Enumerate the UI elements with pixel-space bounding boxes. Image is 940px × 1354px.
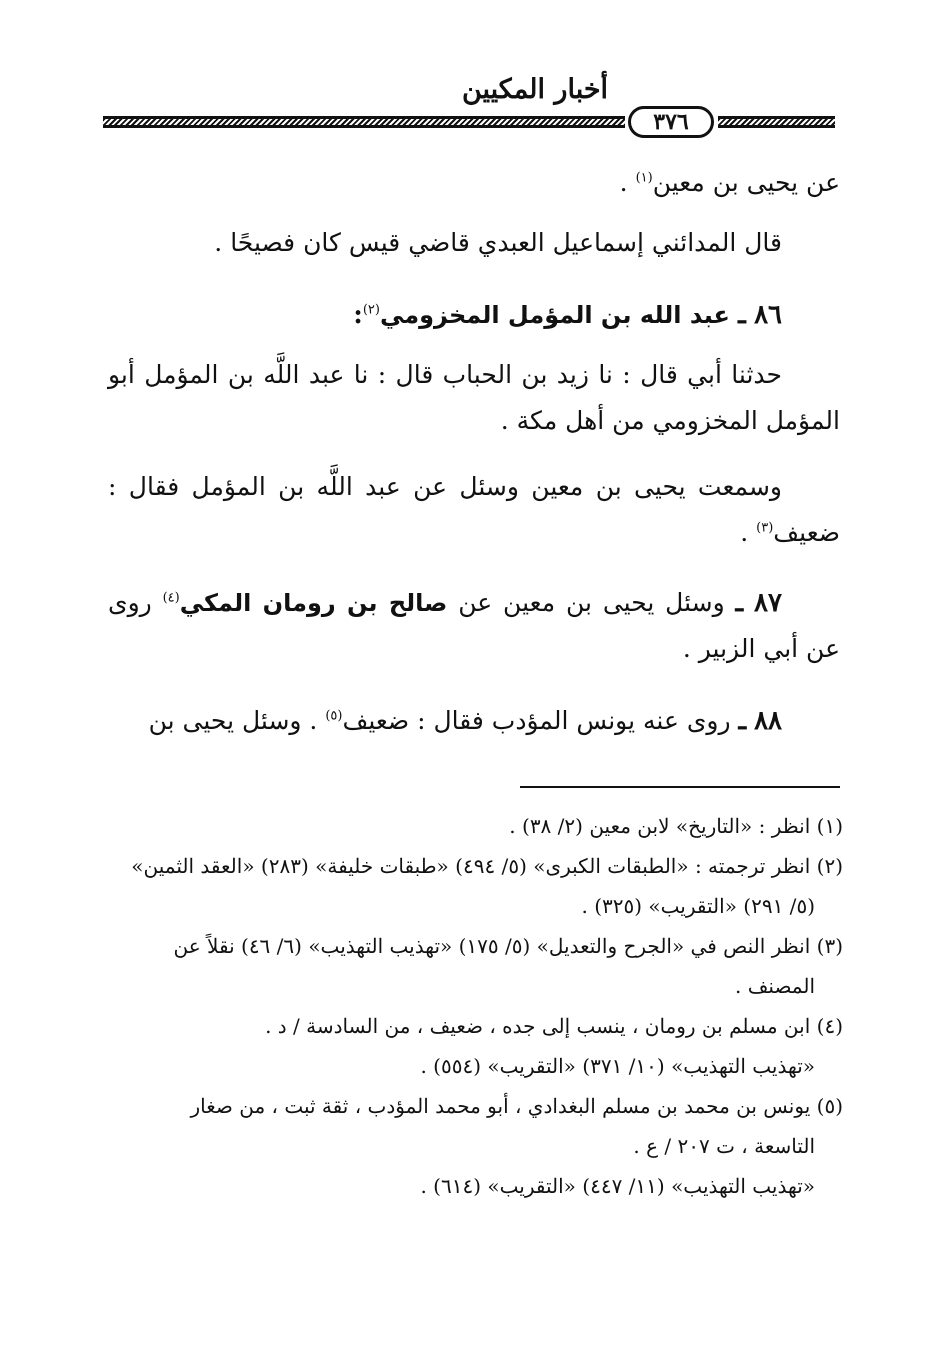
body-line-1 <box>108 160 840 206</box>
footnote-ref-5: (٥) <box>325 708 343 724</box>
footnote-label: (٥) <box>816 1094 843 1118</box>
footnote-text-cont: (٥/ ٢٩١) «التقريب» (٣٢٥) . <box>581 894 815 918</box>
footnote-text: انظر : «التاريخ» لابن معين (٢/ ٣٨) . <box>509 814 811 838</box>
footnote-2 <box>108 846 843 926</box>
footnote-label: (١) <box>816 814 843 838</box>
footnote-text: انظر ترجمته : «الطبقات الكبرى» (٥/ ٤٩٤) «طبقات خليفة» (٢٨٣) «العقد الثمين» <box>131 854 811 878</box>
entry-87-post: روى عن أبي الزبير . <box>108 588 840 663</box>
footnote-1 <box>108 806 843 846</box>
paragraph-madaini <box>108 220 840 266</box>
footnote-text-cont: المصنف . <box>734 974 815 998</box>
running-title: أخبار المكيين <box>461 74 609 105</box>
line-1-end: . <box>619 168 636 197</box>
footnote-text-cont: التاسعة ، ت ٢٠٧ / ع . <box>633 1134 815 1158</box>
footnote-label: (٣) <box>816 934 843 958</box>
entry-86-dash: ـ <box>738 300 746 330</box>
footnote-text-cont: «تهذيب التهذيب» (١١/ ٤٤٧) «التقريب» (٦١٤) . <box>420 1174 815 1198</box>
line-1-text: عن يحيى بن معين <box>652 168 840 197</box>
entry-87-name: صالح بن رومان المكي <box>179 589 448 617</box>
paragraph-madaini-text: قال المدائني إسماعيل العبدي قاضي قيس كان فصيحًا . <box>214 228 782 257</box>
entry-86-number: ٨٦ <box>754 300 782 330</box>
footnote-ref-4: (٤) <box>162 590 180 606</box>
footnote-ref-2: (٢) <box>362 302 380 318</box>
paragraph-wa-samitu-text: وسمعت يحيى بن معين وسئل عن عبد اللَّه بن المؤمل فقال : ضعيف <box>108 472 840 547</box>
entry-87-number: ٨٧ <box>754 588 782 618</box>
entry-86-name: عبد الله بن المؤمل المخزومي <box>379 301 730 329</box>
entry-87-dash: ـ <box>735 588 744 618</box>
footnote-text: ابن مسلم بن رومان ، ينسب إلى جده ، ضعيف ، من السادسة / د . <box>265 1014 811 1038</box>
footnote-ref-3: (٣) <box>756 520 774 536</box>
entry-86-colon: : <box>353 300 363 330</box>
footnote-text-cont: «تهذيب التهذيب» (١٠/ ٣٧١) «التقريب» (٥٥٤) . <box>420 1054 815 1078</box>
entry-88-post: . وسئل يحيى بن <box>148 706 318 735</box>
footnote-4 <box>108 1006 843 1086</box>
entry-88 <box>108 698 840 744</box>
footnote-5 <box>108 1086 843 1206</box>
entry-86-heading <box>200 292 782 338</box>
footnote-label: (٢) <box>816 854 843 878</box>
header-rule-left <box>103 116 625 128</box>
footnotes <box>108 806 843 1206</box>
paragraph-wa-samitu <box>108 464 840 556</box>
footnote-3 <box>108 926 843 1006</box>
entry-88-number: ٨٨ <box>754 706 782 736</box>
footnote-separator <box>520 786 840 788</box>
paragraph-wa-samitu-end: . <box>740 518 757 547</box>
page-number: ٣٧٦ <box>628 106 714 138</box>
footnote-label: (٤) <box>816 1014 843 1038</box>
footnote-text: انظر النص في «الجرح والتعديل» (٥/ ١٧٥) «تهذيب التهذيب» (٦/ ٤٦) نقلاً عن <box>173 934 811 958</box>
entry-87-pre: وسئل يحيى بن معين عن <box>458 588 725 617</box>
footnote-ref-1: (١) <box>635 170 653 186</box>
entry-87 <box>108 580 840 672</box>
header-rule-right <box>718 116 835 128</box>
paragraph-haddathana-text: حدثنا أبي قال : نا زيد بن الحباب قال : نا عبد اللَّه بن المؤمل أبو المؤمل المخزومي من أهل مكة . <box>108 360 840 435</box>
entry-88-dash: ـ <box>738 706 747 736</box>
footnote-text: يونس بن محمد بن مسلم البغدادي ، أبو محمد المؤدب ، ثقة ثبت ، من صغار <box>190 1094 811 1118</box>
entry-88-pre: روى عنه يونس المؤدب فقال : ضعيف <box>342 706 731 735</box>
paragraph-haddathana <box>108 352 840 444</box>
